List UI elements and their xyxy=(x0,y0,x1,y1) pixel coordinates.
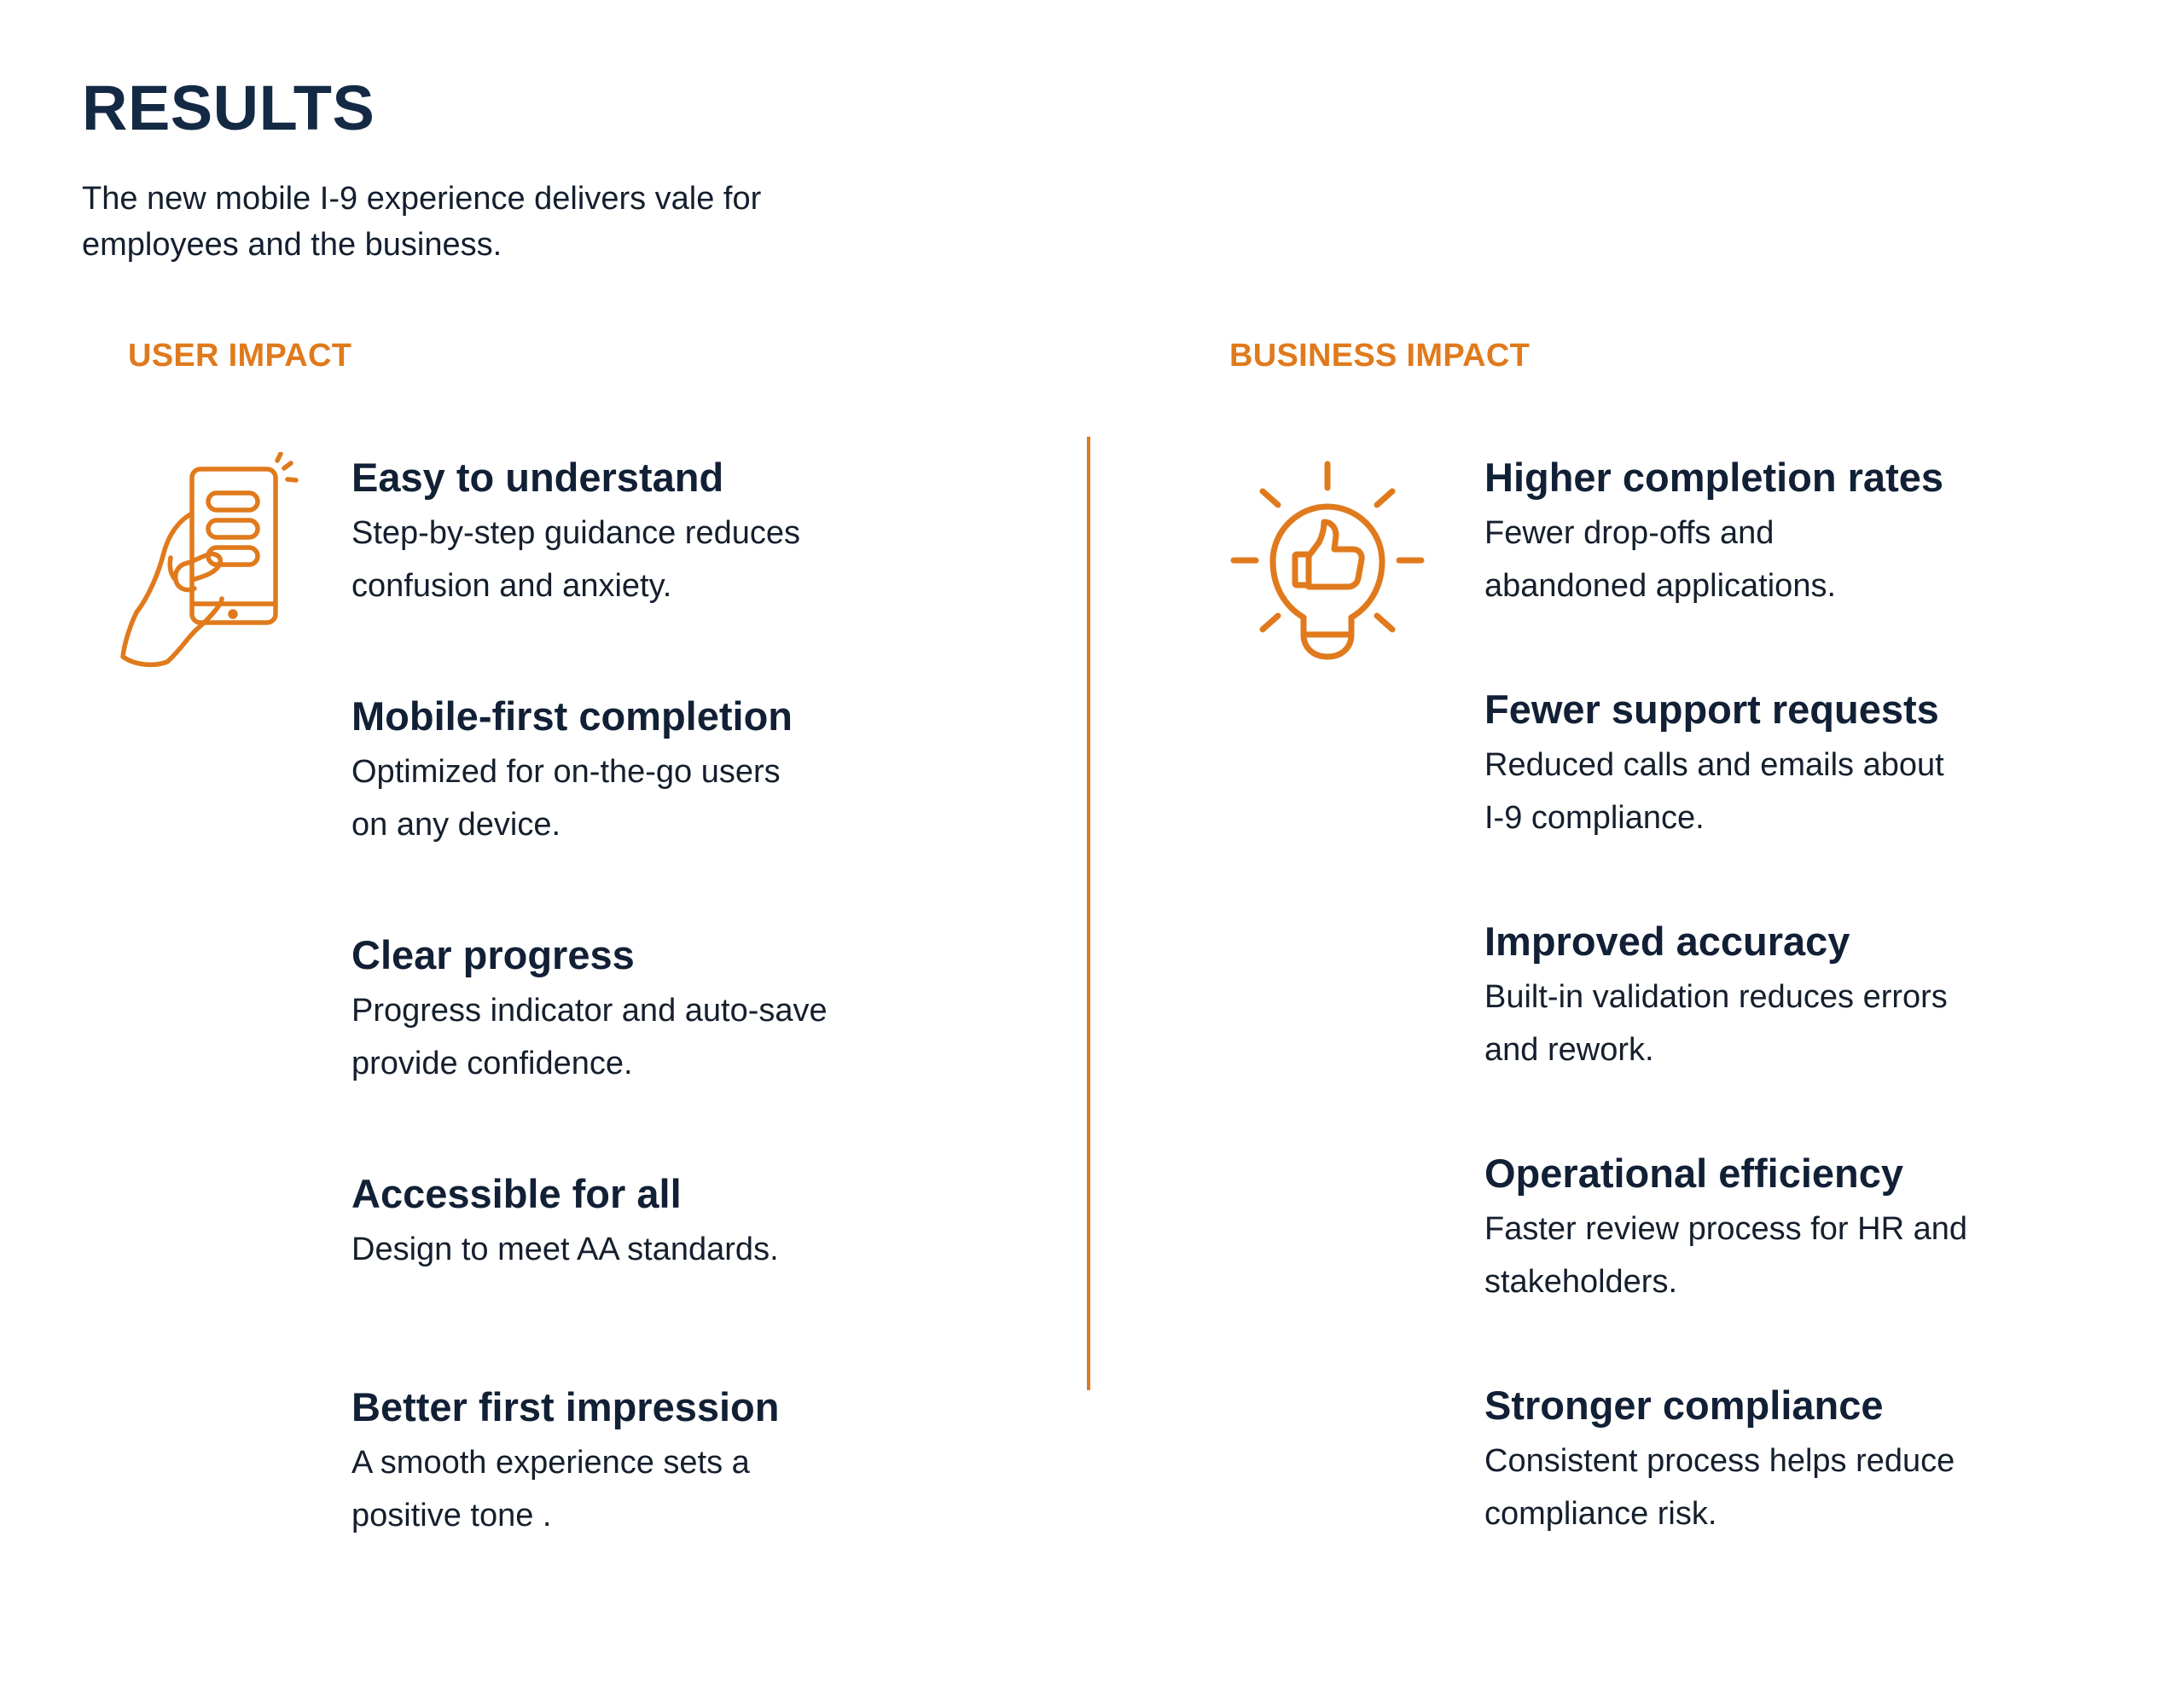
user-impact-item xyxy=(351,691,897,851)
item-title: Operational efficiency xyxy=(1484,1151,1904,1196)
user-impact-heading: USER IMPACT xyxy=(128,338,352,374)
lightbulb-thumbs-up-icon xyxy=(1225,454,1430,667)
item-description: Consistent process helps reduce compliance risk. xyxy=(1484,1443,1955,1532)
user-impact-item xyxy=(351,1168,897,1276)
item-description: Design to meet AA standards. xyxy=(351,1232,779,1267)
business-impact-item xyxy=(1484,684,2082,844)
user-impact-item xyxy=(351,930,897,1090)
item-description: Step-by-step guidance reduces confusion and anxiety. xyxy=(351,515,800,604)
item-description: A smooth experience sets a positive tone . xyxy=(351,1445,750,1533)
item-title: Improved accuracy xyxy=(1484,919,1850,964)
item-title: Stronger compliance xyxy=(1484,1383,1884,1428)
item-title: Fewer support requests xyxy=(1484,687,1939,732)
item-title: Higher completion rates xyxy=(1484,455,1943,500)
item-description: Built-in validation reduces errors and rework. xyxy=(1484,979,1948,1068)
item-description: Fewer drop-offs and abandoned applications. xyxy=(1484,515,1837,604)
item-description: Progress indicator and auto-save provide confidence. xyxy=(351,993,828,1081)
item-title: Better first impression xyxy=(351,1384,780,1429)
item-title: Mobile-first completion xyxy=(351,693,793,739)
column-divider xyxy=(1087,437,1090,1390)
page-title: RESULTS xyxy=(82,72,375,143)
item-title: Easy to understand xyxy=(351,455,724,500)
item-title: Accessible for all xyxy=(351,1171,682,1216)
item-description: Reduced calls and emails about I-9 compliance. xyxy=(1484,747,1944,836)
item-title: Clear progress xyxy=(351,932,635,977)
item-description: Optimized for on-the-go users on any device. xyxy=(351,754,781,843)
intro-text: The new mobile I-9 experience delivers vale for employees and the business. xyxy=(82,181,762,263)
user-impact-item xyxy=(351,452,897,612)
hand-holding-phone-icon xyxy=(119,452,307,674)
item-description: Faster review process for HR and stakeholders. xyxy=(1484,1211,1967,1300)
user-impact-item xyxy=(351,1382,897,1542)
business-impact-item xyxy=(1484,916,2082,1076)
business-impact-item xyxy=(1484,1380,2082,1540)
business-impact-heading: BUSINESS IMPACT xyxy=(1229,338,1531,374)
business-impact-item xyxy=(1484,1148,2082,1308)
business-impact-item xyxy=(1484,452,2082,612)
